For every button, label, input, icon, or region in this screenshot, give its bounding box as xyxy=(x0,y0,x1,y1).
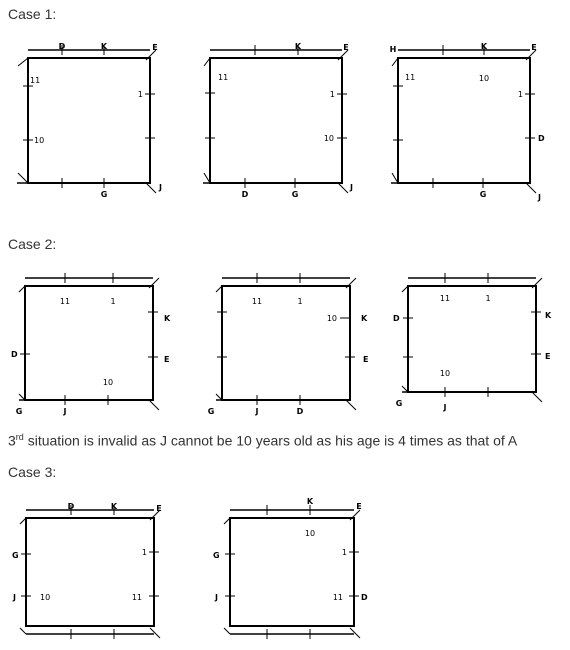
age-label: 10 xyxy=(102,378,114,387)
seat-label: J xyxy=(255,407,259,416)
age-label: 11 xyxy=(30,76,41,85)
age-label: 1 xyxy=(329,90,335,99)
case3-diagram-2 xyxy=(200,498,380,646)
case2-diagram-2 xyxy=(200,272,380,422)
case1-diagram-2 xyxy=(200,38,360,203)
note-ordinal: 3 xyxy=(8,432,16,449)
seat-label: J xyxy=(215,593,218,602)
seat-label: D xyxy=(67,502,75,511)
age-label: 10 xyxy=(40,593,51,602)
seat-label: E xyxy=(356,502,362,511)
seat-label: K xyxy=(545,311,552,320)
seat-label: K xyxy=(294,42,302,51)
seat-label: J xyxy=(443,403,447,412)
seat-label: J xyxy=(13,593,16,602)
age-label: 10 xyxy=(439,369,451,378)
invalid-situation-note xyxy=(8,432,517,449)
age-label: 1 xyxy=(485,294,491,303)
note-text: situation is invalid as J cannot be 10 years old as his age is 4 times as that of A xyxy=(23,432,518,449)
age-label: 11 xyxy=(332,593,343,602)
seat-label: D xyxy=(538,134,545,143)
seat-label: J xyxy=(63,407,67,416)
seat-label: G xyxy=(395,399,403,408)
seat-label: J xyxy=(538,193,541,202)
case1-diagram-3 xyxy=(388,38,558,203)
seat-label: E xyxy=(343,43,349,52)
age-label: 1 xyxy=(341,548,347,557)
seat-label: E xyxy=(164,355,170,364)
age-label: 11 xyxy=(218,73,229,82)
age-label: 1 xyxy=(297,297,303,306)
seat-label: E xyxy=(363,355,369,364)
age-label: 10 xyxy=(478,74,490,83)
seat-label: J xyxy=(159,183,162,192)
seat-label: D xyxy=(361,593,368,602)
seat-label: K xyxy=(110,502,118,511)
age-label: 10 xyxy=(34,136,45,145)
age-label: 11 xyxy=(405,73,416,82)
age-label: 11 xyxy=(439,294,451,303)
seat-label: K xyxy=(164,314,171,323)
seat-label: D xyxy=(241,190,249,199)
seat-label: D xyxy=(11,350,18,359)
seat-label: G xyxy=(100,190,108,199)
seat-label: E xyxy=(545,352,551,361)
seat-label: H xyxy=(389,45,397,54)
age-label: 1 xyxy=(517,90,523,99)
age-label: 11 xyxy=(131,593,142,602)
age-label: 1 xyxy=(141,548,147,557)
seat-label: D xyxy=(58,42,66,51)
age-label: 10 xyxy=(326,314,337,323)
case-2-heading: Case 2: xyxy=(8,236,57,252)
age-label: 1 xyxy=(110,297,116,306)
age-label: 11 xyxy=(59,297,71,306)
case2-diagram-3 xyxy=(388,272,563,422)
case-3-heading: Case 3: xyxy=(8,464,57,480)
case2-diagram-1 xyxy=(5,272,175,422)
seat-label: G xyxy=(12,551,19,560)
seat-label: K xyxy=(306,497,314,506)
seat-label: K xyxy=(100,42,108,51)
age-label: 11 xyxy=(251,297,263,306)
seat-label: D xyxy=(296,407,304,416)
seat-label: K xyxy=(480,42,488,51)
seat-label: J xyxy=(350,183,353,192)
note-ordinal-suffix: rd xyxy=(15,432,24,442)
seat-label: G xyxy=(15,407,23,416)
age-label: 10 xyxy=(323,134,334,143)
seat-label: G xyxy=(213,551,220,560)
age-label: 10 xyxy=(304,529,316,538)
seat-label: G xyxy=(207,407,215,416)
case-1-heading: Case 1: xyxy=(8,6,57,22)
case1-diagram-1 xyxy=(12,38,162,203)
seat-label: E xyxy=(156,504,162,513)
seat-label: G xyxy=(479,190,487,199)
seat-label: K xyxy=(361,314,368,323)
seat-label: E xyxy=(531,43,537,52)
case3-diagram-1 xyxy=(4,498,174,646)
seat-label: G xyxy=(291,190,299,199)
seat-label: D xyxy=(393,314,400,323)
seat-label: E xyxy=(152,43,158,52)
age-label: 1 xyxy=(137,90,143,99)
